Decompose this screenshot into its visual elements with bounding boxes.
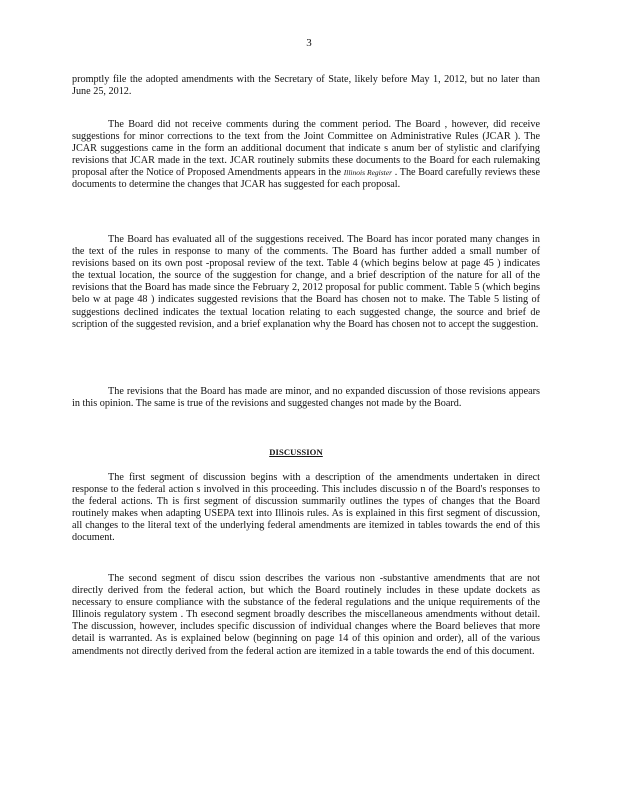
paragraph-first-segment: The first segment of discussion begins with a description of the amendments undertaken in direct response to the federal action s involved in this proceeding. This includes discussio n of the Board's responses to the federal actions. Th is first segment of discussion summarily outlines the types of changes that the Board routinely makes when adapting USEPA text into Illinois rules. As is explained in this first segment of discussion, all changes to the literal text of the underlying federal amendments are itemized in tables towards the end of this document. xyxy=(72,472,540,544)
paragraph-filing-deadline: promptly file the adopted amendments with the Secretary of State, likely before May 1, 2012, but no later than June 25, 2012. xyxy=(72,74,540,98)
paragraph-minor-revisions: The revisions that the Board has made are minor, and no expanded discussion of those revisions appears in this opinion. The same is true of the revisions and suggested changes not made by the Board. xyxy=(72,386,540,410)
paragraph-text: . The Board carefully reviews these documents to determine the changes that JCAR has suggested for each proposal. xyxy=(72,167,540,191)
illinois-register-title: Illinois Register xyxy=(343,168,393,178)
paragraph-text: The Board did not receive comments during the comment period. The Board , however, did receive suggestions for minor corrections to the text from the Joint Committee on Administrative Rules (JCAR ). The JCAR suggestions came in the form an additional document that indicate s anum ber of stylistic and clarifying revisions that JCAR made in the text. JCAR routinely submits these documents to the Board for each rulemaking proposal after the Notice of Proposed Amendments appears in the xyxy=(72,119,540,179)
paragraph-jcar-suggestions xyxy=(72,119,540,192)
page-number: 3 xyxy=(306,37,312,49)
discussion-heading xyxy=(0,446,618,458)
paragraph-second-segment: The second segment of discu ssion describes the various non -substantive amendments that are not directly derived from the federal action, but which the Board routinely includes in these update dockets as necessary to ensure compliance with the substance of the federal regulations and the unique requirements of the Illinois regulatory system . Th esecond segment broadly describes the miscellaneous amendments without detail. The discussion, however, includes specific discussion of individual changes where the Board believes that more detail is warranted. As is explained below (beginning on page 14 of this opinion and order), all of the various amendments not directly derived from the federal action are itemized in a table towards the end of this document. xyxy=(72,573,540,657)
paragraph-board-evaluation: The Board has evaluated all of the suggestions received. The Board has incor porated many changes in the text of the rules in response to many of the comments. The Board has further added a small number of revisions based on its own post -proposal review of the text. Table 4 (which begins below at page 45 ) indicates the textual location, the source of the suggestion for change, and a brief description of the nature for all of the revisions that the Board has made since the February 2, 2012 proposal for public comment. Table 5 (which begins belo w at page 48 ) indicates suggested revisions that the Board has chosen not to make. The Table 5 listing of suggestions declined indicates the textual location relating to each suggested change, the source and brief de scription of the suggested revision, and a brief explanation why the Board has chosen not to accept the suggestion. xyxy=(72,234,540,330)
heading-text: DISCUSSION xyxy=(269,447,323,457)
